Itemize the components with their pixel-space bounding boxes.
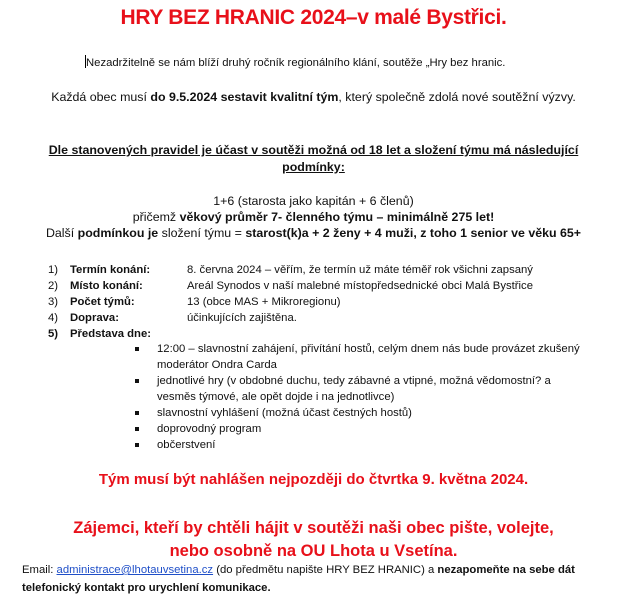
details-item xyxy=(48,326,533,342)
registration-deadline: Tým musí být nahlášen nejpozději do čtvrtka 9. května 2024. xyxy=(98,471,529,488)
program-item-text: jednotlivé hry (v obdobné duchu, tedy zábavné a vtipné, možná vědomostní? a vesměs týmové, ale opět dojde i na jednotlivce) xyxy=(157,375,551,403)
email-label: Email: xyxy=(22,564,57,576)
details-item xyxy=(48,278,533,294)
deadline-intro-paragraph xyxy=(0,90,627,104)
team-line-3-bold2: starost(k)a + 2 ženy + 4 muži, z toho 1 senior ve věku 65+ xyxy=(245,226,582,240)
square-bullet-icon xyxy=(130,437,157,453)
email-phone-reminder: nezapomeňte na sebe dát telefonický kontakt pro urychlení komunikace. xyxy=(22,564,575,594)
program-item-text: slavnostní vyhlášení (možná účast čestných hostů) xyxy=(157,407,412,419)
item-value: 13 (obce MAS + Mikroregionu) xyxy=(187,296,341,308)
program-item xyxy=(130,373,590,405)
line2-bold: do 9.5.2024 sestavit kvalitní tým xyxy=(150,90,339,104)
item-value: účinkujících zajištěna. xyxy=(187,312,297,324)
line2-post: , který společně zdolá nové soutěžní výzvy. xyxy=(338,90,576,104)
square-bullet-icon xyxy=(130,405,157,421)
square-bullet-icon xyxy=(130,421,157,437)
item-label: Počet týmů: xyxy=(70,296,135,308)
program-item-text: 12:00 – slavnostní zahájení, přivítání hostů, celým dnem nás bude provázet zkušený moderátor Ondra Carda xyxy=(157,343,580,371)
details-item xyxy=(48,294,533,310)
item-value: 8. června 2024 – věřím, že termín už máte téměř rok všichni zapsaný xyxy=(187,264,533,276)
details-list xyxy=(48,262,533,342)
item-number: 2) xyxy=(48,280,59,292)
team-line-2-pre: přičemž xyxy=(132,210,180,224)
email-link[interactable]: administrace@lhotauvsetina.cz xyxy=(56,564,214,576)
program-item xyxy=(130,437,590,453)
team-line-3 xyxy=(0,225,627,241)
team-line-3-pre: Další xyxy=(45,226,78,240)
item-label: Termín konání: xyxy=(70,264,151,276)
contact-call-to-action: Zájemci, kteří by chtěli hájit v soutěži naši obec pište, volejte, nebo osobně na OU Lhota u Vsetína. xyxy=(73,519,554,560)
document-title: HRY BEZ HRANIC 2024–v malé Bystřici. xyxy=(120,6,507,29)
item-number: 3) xyxy=(48,296,59,308)
rules-heading: Dle stanovených pravidel je účast v soutěži možná od 18 let a složení týmu má následující podmínky: xyxy=(48,143,579,174)
item-label: Místo konání: xyxy=(70,280,143,292)
team-line-3-bold1: podmínkou je xyxy=(77,226,159,240)
intro-text: Nezadržitelně se nám blíží druhý ročník regionálního klání, soutěže „Hry bez hranic. xyxy=(86,57,506,69)
program-item xyxy=(130,341,590,373)
square-bullet-icon xyxy=(130,341,157,373)
item-label: Představa dne: xyxy=(70,328,151,340)
item-number: 4) xyxy=(48,312,59,324)
program-item xyxy=(130,421,590,437)
team-line-2-bold: věkový průměr 7- členného týmu – minimálně 275 let! xyxy=(179,210,495,224)
program-item-text: doprovodný program xyxy=(157,423,262,435)
item-number: 5) xyxy=(48,328,59,340)
email-subject-note: (do předmětu napište HRY BEZ HRANIC) a xyxy=(213,564,438,576)
team-line-1: 1+6 (starosta jako kapitán + 6 členů) xyxy=(213,194,414,208)
item-value: Areál Synodos v naší malebné místopředsednické obci Malá Bystřice xyxy=(187,280,533,292)
program-item-text: občerstvení xyxy=(157,439,216,451)
email-paragraph xyxy=(22,561,612,597)
details-item xyxy=(48,310,533,326)
intro-paragraph xyxy=(85,55,505,69)
program-item xyxy=(130,405,590,421)
line2-pre: Každá obec musí xyxy=(51,90,151,104)
square-bullet-icon xyxy=(130,373,157,405)
team-line-2 xyxy=(0,209,627,225)
program-list xyxy=(130,341,590,453)
team-line-3-mid: složení týmu = xyxy=(158,226,246,240)
details-item xyxy=(48,262,533,278)
item-number: 1) xyxy=(48,264,59,276)
item-label: Doprava: xyxy=(70,312,119,324)
